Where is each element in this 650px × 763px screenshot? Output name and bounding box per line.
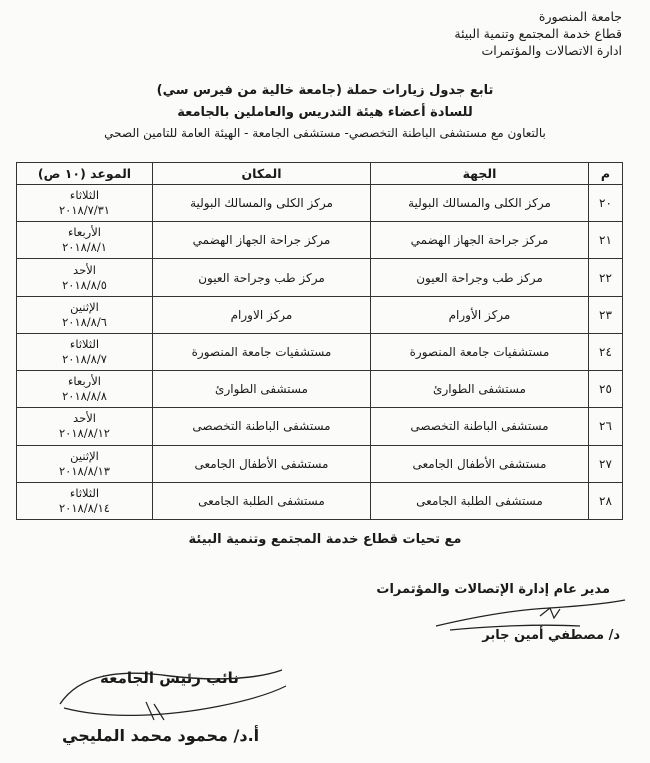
header-date: الموعد (١٠ ص)	[17, 163, 153, 185]
document-titles	[0, 80, 650, 142]
row-date-cell	[17, 408, 153, 445]
row-place: مستشفى الطوارئ	[153, 371, 371, 408]
document-title: تابع جدول زيارات حملة (جامعة خالية من فيرس سي)	[156, 83, 494, 98]
row-entity: مستشفى الأطفال الجامعى	[371, 445, 589, 482]
table-row	[17, 259, 623, 296]
row-date: ٢٠١٨/٨/١	[62, 240, 107, 255]
table-row	[17, 371, 623, 408]
row-date: ٢٠١٨/٨/٦	[62, 314, 107, 329]
closing-greeting: مع تحيات قطاع خدمة المجتمع وتنمية البيئة	[188, 532, 462, 547]
schedule-table	[16, 162, 623, 520]
row-entity: مستشفى الباطنة التخصصى	[371, 408, 589, 445]
row-date: ٢٠١٨/٨/١٣	[59, 463, 110, 478]
letterhead	[454, 8, 622, 59]
row-entity: مركز جراحة الجهاز الهضمي	[371, 222, 589, 259]
collaboration-line: بالتعاون مع مستشفى الباطنة التخصصي- مستشفى الجامعة - الهيئة العامة للتامين الصحي	[104, 126, 546, 140]
table-row	[17, 222, 623, 259]
table-row	[17, 408, 623, 445]
row-number: ٢٢	[589, 259, 623, 296]
row-number: ٢٥	[589, 371, 623, 408]
row-date: ٢٠١٨/٨/٧	[62, 351, 107, 366]
row-day: الثلاثاء	[69, 188, 100, 203]
row-place: مركز الاورام	[153, 296, 371, 333]
table-row	[17, 185, 623, 222]
table-row	[17, 482, 623, 519]
table-row	[17, 296, 623, 333]
table-row	[17, 445, 623, 482]
row-place: مستشفيات جامعة المنصورة	[153, 333, 371, 370]
row-day: الإثنين	[70, 448, 99, 463]
row-entity: مستشفى الطلبة الجامعى	[371, 482, 589, 519]
row-entity: مركز طب وجراحة العيون	[371, 259, 589, 296]
vp-name: أ.د/ محمود محمد المليجي	[62, 726, 260, 745]
row-day: الثلاثاء	[69, 336, 100, 351]
row-date-cell	[17, 445, 153, 482]
row-date-cell	[17, 259, 153, 296]
row-number: ٢٨	[589, 482, 623, 519]
director-title: مدير عام إدارة الإتصالات والمؤتمرات	[376, 582, 610, 597]
row-day: الأحد	[73, 411, 96, 426]
row-day: الأربعاء	[68, 225, 101, 240]
table-header-row	[17, 163, 623, 185]
row-number: ٢٦	[589, 408, 623, 445]
row-date-cell	[17, 371, 153, 408]
sector-name: قطاع خدمة المجتمع وتنمية البيئة	[454, 26, 622, 41]
university-name: جامعة المنصورة	[538, 9, 622, 24]
row-date: ٢٠١٨/٧/٣١	[59, 203, 110, 218]
vp-title: نائب رئيس الجامعة	[100, 669, 239, 687]
director-name: د/ مصطفي أمين جابر	[482, 628, 620, 643]
row-number: ٢٧	[589, 445, 623, 482]
row-number: ٢١	[589, 222, 623, 259]
row-date-cell	[17, 482, 153, 519]
row-date: ٢٠١٨/٨/٥	[62, 277, 107, 292]
row-place: مركز الكلى والمسالك البولية	[153, 185, 371, 222]
row-day: الإثنين	[70, 299, 99, 314]
row-place: مستشفى الباطنة التخصصى	[153, 408, 371, 445]
row-number: ٢٤	[589, 333, 623, 370]
row-entity: مستشفى الطوارئ	[371, 371, 589, 408]
row-date: ٢٠١٨/٨/١٤	[59, 500, 110, 515]
row-date-cell	[17, 222, 153, 259]
row-date: ٢٠١٨/٨/٨	[62, 389, 107, 404]
row-place: مستشفى الطلبة الجامعى	[153, 482, 371, 519]
document-subtitle: للسادة أعضاء هيئة التدريس والعاملين بالجامعة	[177, 105, 473, 120]
row-place: مركز جراحة الجهاز الهضمي	[153, 222, 371, 259]
row-date-cell	[17, 185, 153, 222]
row-entity: مركز الكلى والمسالك البولية	[371, 185, 589, 222]
row-place: مركز طب وجراحة العيون	[153, 259, 371, 296]
row-day: الثلاثاء	[69, 485, 100, 500]
header-num: م	[589, 163, 623, 185]
row-place: مستشفى الأطفال الجامعى	[153, 445, 371, 482]
row-number: ٢٣	[589, 296, 623, 333]
row-day: الأربعاء	[68, 374, 101, 389]
row-entity: مركز الأورام	[371, 296, 589, 333]
header-entity: الجهة	[371, 163, 589, 185]
row-day: الأحد	[73, 262, 96, 277]
header-place: المكان	[153, 163, 371, 185]
table-row	[17, 333, 623, 370]
row-entity: مستشفيات جامعة المنصورة	[371, 333, 589, 370]
row-date-cell	[17, 296, 153, 333]
row-date-cell	[17, 333, 153, 370]
row-number: ٢٠	[589, 185, 623, 222]
department-name: ادارة الاتصالات والمؤتمرات	[481, 43, 622, 58]
row-date: ٢٠١٨/٨/١٢	[59, 426, 110, 441]
